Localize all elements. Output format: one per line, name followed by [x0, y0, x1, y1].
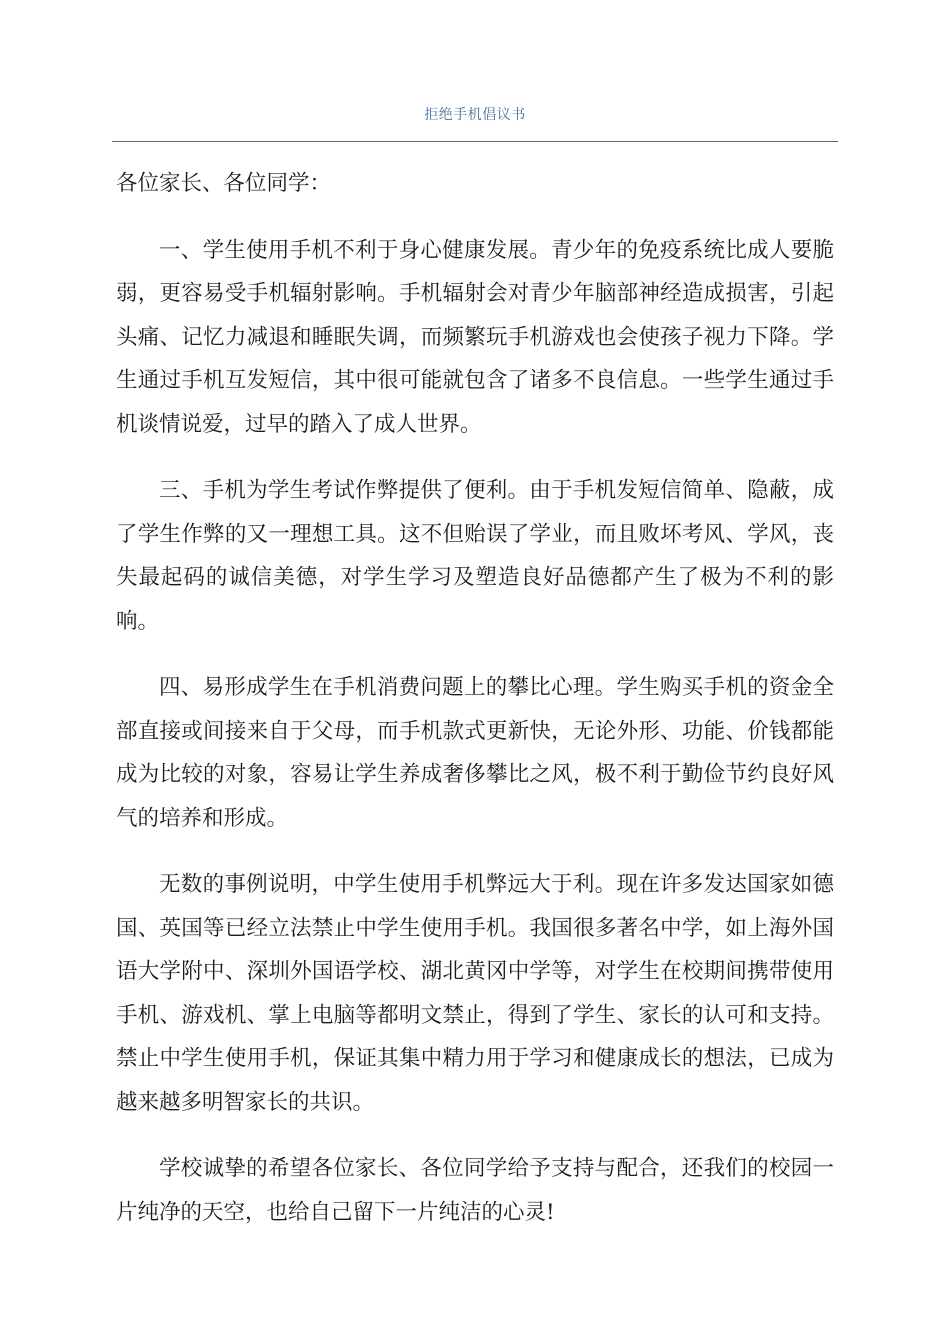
header-title: 拒绝手机倡议书	[424, 107, 526, 123]
paragraph-cheating: 三、手机为学生考试作弊提供了便利。由于手机发短信简单、隐蔽，成了学生作弊的又一理想工具。这不但贻误了学业，而且败坏考风、学风，丧失最起码的诚信美德，对学生学习及塑造良好品德都产生了极为不利的影响。	[116, 478, 834, 634]
paragraph-comparison: 四、易形成学生在手机消费问题上的攀比心理。学生购买手机的资金全部直接或间接来自于父母，而手机款式更新快，无论外形、功能、价钱都能成为比较的对象，容易让学生养成奢侈攀比之风，极不利于勤俭节约良好风气的培养和形成。	[116, 675, 834, 831]
paragraph-examples: 无数的事例说明，中学生使用手机弊远大于利。现在许多发达国家如德国、英国等已经立法禁止中学生使用手机。我国很多著名中学，如上海外国语大学附中、深圳外国语学校、湖北黄冈中学等，对学生在校期间携带使用手机、游戏机、掌上电脑等都明文禁止，得到了学生、家长的认可和支持。禁止中学生使用手机，保证其集中精力用于学习和健康成长的想法，已成为越来越多明智家长的共识。	[116, 872, 834, 1115]
paragraph-health: 一、学生使用手机不利于身心健康发展。青少年的免疫系统比成人要脆弱，更容易受手机辐射影响。手机辐射会对青少年脑部神经造成损害，引起头痛、记忆力减退和睡眠失调，而频繁玩手机游戏也会使孩子视力下降。学生通过手机互发短信，其中很可能就包含了诸多不良信息。一些学生通过手机谈情说爱，过早的踏入了成人世界。	[116, 237, 834, 437]
header-divider	[112, 141, 838, 142]
salutation: 各位家长、各位同学：	[116, 171, 332, 196]
paragraph-appeal: 学校诚挚的希望各位家长、各位同学给予支持与配合，还我们的校园一片纯净的天空，也给自己留下一片纯洁的心灵!	[116, 1156, 834, 1225]
document-body	[116, 162, 834, 1257]
page-header	[112, 0, 838, 143]
